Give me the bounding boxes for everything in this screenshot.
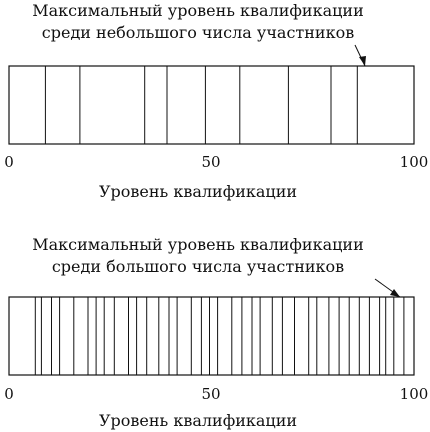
range-box — [9, 66, 414, 144]
tick-label-100: 100 — [399, 385, 429, 403]
caption-line-2: среди большого числа участников — [51, 257, 345, 276]
caption-line-1: Максимальный уровень квалификации — [32, 1, 364, 20]
range-box — [9, 297, 414, 375]
tick-label-50: 50 — [201, 385, 221, 403]
tick-label-50: 50 — [201, 153, 221, 171]
panel-large-sample — [4, 235, 428, 430]
skill-lines — [35, 297, 404, 375]
tick-label-0: 0 — [4, 385, 14, 403]
axis-label: Уровень квалификации — [98, 411, 298, 430]
tick-label-0: 0 — [4, 153, 14, 171]
axis-label: Уровень квалификации — [98, 182, 298, 201]
skill-lines — [45, 66, 357, 144]
pointer-arrow-head — [359, 56, 366, 66]
caption-line-2: среди небольшого числа участников — [41, 23, 355, 42]
tick-label-100: 100 — [399, 153, 429, 171]
pointer-arrow-head — [390, 289, 400, 297]
caption-line-1: Максимальный уровень квалификации — [32, 235, 364, 254]
panel-small-sample — [4, 1, 428, 201]
